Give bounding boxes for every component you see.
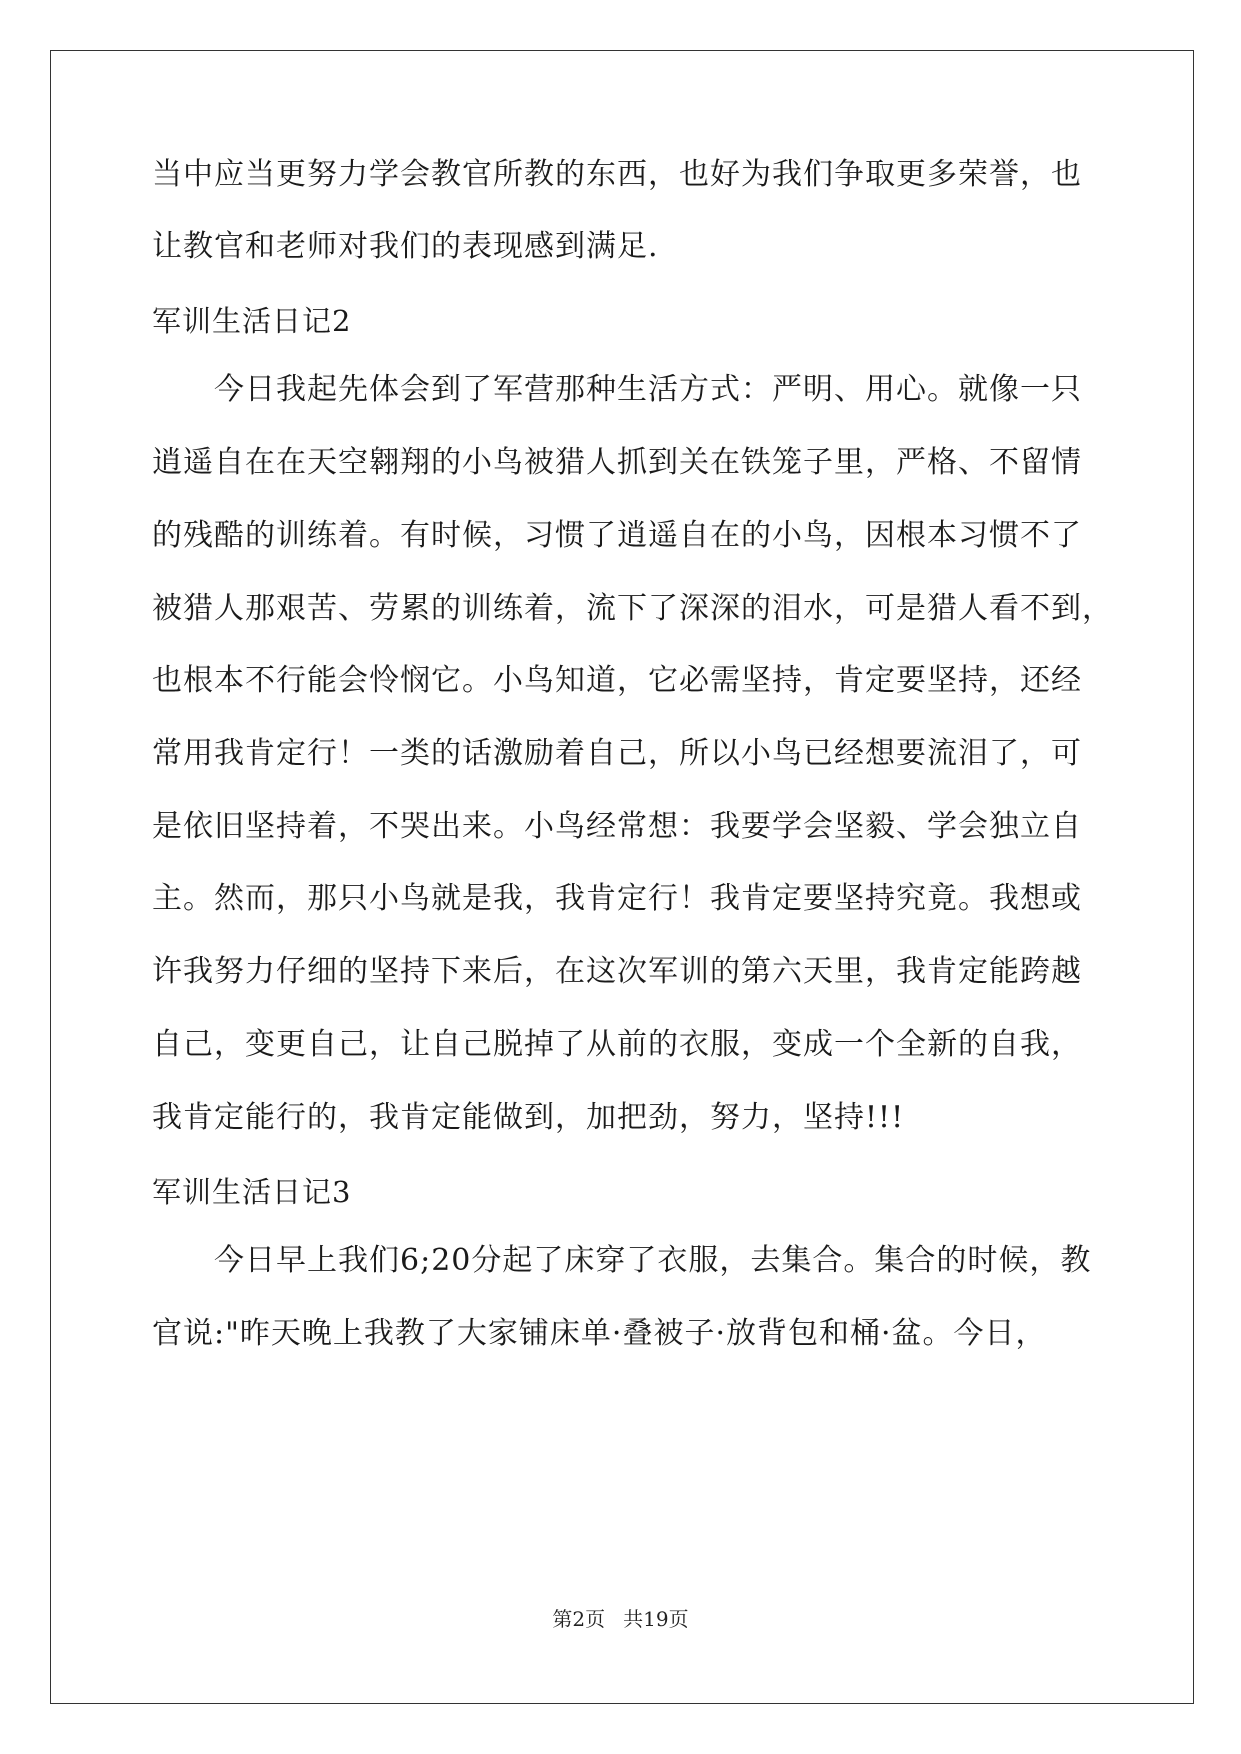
paragraph-line: 是依旧坚持着，不哭出来。小鸟经常想：我要学会坚毅、学会独立自 <box>152 809 1082 844</box>
paragraph-line: 被猎人那艰苦、劳累的训练着，流下了深深的泪水，可是猎人看不到， <box>152 591 1113 626</box>
page-footer <box>0 1604 1241 1634</box>
paragraph-line: 也根本不行能会怜悯它。小鸟知道，它必需坚持，肯定要坚持，还经 <box>152 663 1082 698</box>
paragraph-line: 今日我起先体会到了军营那种生活方式：严明、用心。就像一只 <box>214 372 1082 407</box>
paragraph-line: 主。然而，那只小鸟就是我，我肯定行！我肯定要坚持究竟。我想或 <box>152 881 1082 916</box>
page-total: 共19页 <box>623 1607 689 1631</box>
paragraph-line: 逍遥自在在天空翱翔的小鸟被猎人抓到关在铁笼子里，严格、不留情 <box>152 445 1082 480</box>
page-number: 第2页 <box>552 1607 606 1631</box>
paragraph-line: 的残酷的训练着。有时候，习惯了逍遥自在的小鸟，因根本习惯不了 <box>152 518 1082 553</box>
paragraph-line: 常用我肯定行！一类的话激励着自己，所以小鸟已经想要流泪了，可 <box>152 736 1082 771</box>
section-heading: 军训生活日记2 <box>152 304 352 338</box>
paragraph-line: 自己，变更自己，让自己脱掉了从前的衣服，变成一个全新的自我， <box>152 1027 1082 1062</box>
paragraph-line: 今日早上我们6;20分起了床穿了衣服，去集合。集合的时候，教 <box>214 1243 1092 1278</box>
paragraph-line: 官说:"昨天晚上我教了大家铺床单·叠被子·放背包和桶·盆。今日， <box>152 1316 1047 1351</box>
paragraph-line: 许我努力仔细的坚持下来后，在这次军训的第六天里，我肯定能跨越 <box>152 954 1082 989</box>
paragraph-line: 我肯定能行的，我肯定能做到，加把劲，努力，坚持!!! <box>152 1100 905 1135</box>
paragraph-line: 让教官和老师对我们的表现感到满足. <box>152 229 659 264</box>
section-heading: 军训生活日记3 <box>152 1175 352 1209</box>
paragraph-line: 当中应当更努力学会教官所教的东西，也好为我们争取更多荣誉，也 <box>152 157 1082 192</box>
